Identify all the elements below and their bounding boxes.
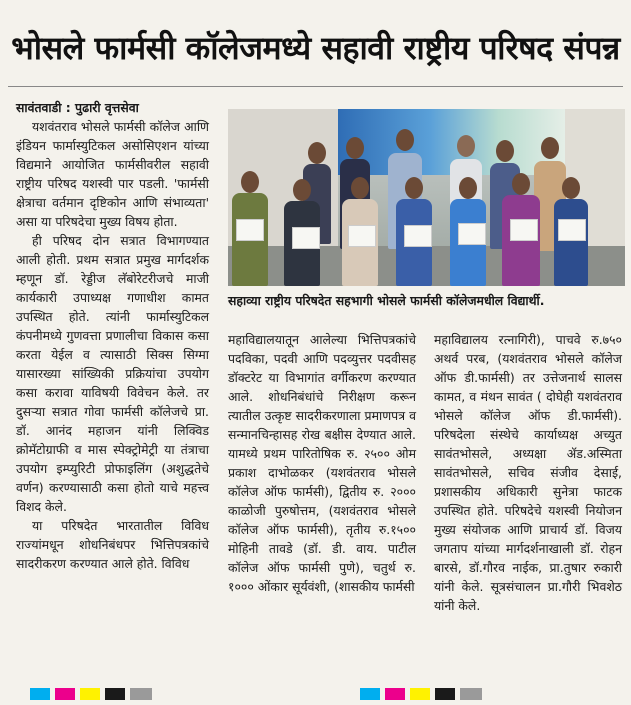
color-swatch-black (105, 688, 125, 700)
photo-head (293, 179, 311, 201)
photo-certificate (510, 219, 538, 241)
photo-certificate (348, 225, 376, 247)
photo-head (351, 177, 369, 199)
photo-head (346, 137, 364, 159)
photo-caption: सहाव्या राष्ट्रीय परिषदेत सहभागी भोसले फार्मसी कॉलेजमधील विद्यार्थी. (228, 293, 545, 308)
col1-para-3: या परिषदेत भारतातील विविध राज्यांमधून शोधनिबंधपर भित्तिपत्रकांचे सादरीकरण करण्यात आले होते. विविध (16, 518, 209, 571)
headline: भोसले फार्मसी कॉलेजमध्ये सहावी राष्ट्रीय परिषद संपन्न (11, 29, 620, 67)
photo-head (512, 173, 530, 195)
photo-head (562, 177, 580, 199)
color-swatch-grey (460, 688, 482, 700)
photo-certificate (236, 219, 264, 241)
color-swatch-yellow (80, 688, 100, 700)
photo-head (396, 129, 414, 151)
photo-head (459, 177, 477, 199)
photo-head (308, 142, 326, 164)
col2-para-1: महाविद्यालयातून आलेल्या भित्तिपत्रकांचे पदविका, पदवी आणि पदव्युत्तर पदवीसह डॉक्टरेट या विभागांत वर्गीकरण करण्यात आले. शोधनिबंधांचे निरीक्षण करून त्यातील उत्कृष्ट सादरीकरणाला प्रमाणपत्र व सन्मानचिन्हासह रोख बक्षीस देण्यात आले. यामध्ये प्रथम पारितोषिक रु. २५०० ओम प्रकाश दाभोळकर (यशवंतराव भोसले कॉलेज ऑफ फार्मसी), द्वितीय रु. २००० काळोजी पुरुषोत्तम, (यशवंतराव भोसले कॉलेज ऑफ फार्मसी), तृतीय रु.१५०० मोहिनी तावडे (डॉ. डी. वाय. पाटील कॉलेज ऑफ फार्मसी पुणे), चतुर्थ रु. १००० ओंकार सूर्यवंशी, (शासकीय फार्मसी (228, 332, 416, 594)
column-2 (228, 330, 416, 596)
column-1 (16, 98, 209, 573)
color-swatch-grey (130, 688, 152, 700)
color-swatch-magenta (385, 688, 405, 700)
dateline: सावंतवाडी : पुढारी वृत्तसेवा (16, 100, 139, 115)
col1-para-1: यशवंतराव भोसले फार्मसी कॉलेज आणि इंडियन फार्मास्युटिकल असोसिएशन यांच्या विद्यमाने आयोजित फार्मसीवरील सहावी राष्ट्रीय परिषद यशस्वी पार पडली. 'फार्मसी क्षेत्राचा वर्तमान दृष्टिकोन आणि संभाव्यता' असा या परिषदेचा मुख्य विषय होता. (16, 119, 209, 229)
color-swatch-black (435, 688, 455, 700)
photo-head (541, 137, 559, 159)
column-3 (434, 330, 622, 615)
photo-certificate (404, 225, 432, 247)
photo-certificate (458, 223, 486, 245)
color-swatch-yellow (410, 688, 430, 700)
color-swatch-magenta (55, 688, 75, 700)
photo-certificate (558, 219, 586, 241)
photo-head (457, 135, 475, 157)
photo-person (554, 199, 588, 286)
col1-para-2: ही परिषद दोन सत्रात विभागण्यात आली होती. प्रथम सत्रात प्रमुख मार्गदर्शक म्हणून डॉ. रेड्डीज लॅबोरेटरीजचे माजी कार्यकारी उपाध्यक्ष गणाधीश कामत उपस्थित होते. त्यांनी फार्मास्युटिकल कंपनीमध्ये गुणवत्ता प्रणालीचा विकास कसा करता येईल व त्यासाठी सिक्स सिग्मा यासारख्या सांख्यिकी प्रक्रियांचा उपयोग कसा करावा याविषयी विवेचन केले. तर दुसऱ्या सत्रात गोवा फार्मसी कॉलेजचे प्रा. डॉ. आनंद महाजन यांनी लिक्विड क्रोमॅटोग्राफी व मास स्पेक्ट्रोमेट्री या तंत्राचा उपयोग इम्प्युरिटी प्रोफाइलिंग (अशुद्धतेचे वर्णन) करण्यासाठी कसा होतो याचे महत्त्व विशद केले. (16, 233, 209, 514)
photo-head (241, 171, 259, 193)
color-swatch-cyan (30, 688, 50, 700)
photo-certificate (292, 227, 320, 249)
headline-rule (8, 86, 623, 87)
photo-head (496, 140, 514, 162)
col3-para-1: महाविद्यालय रत्नागिरी), पाचवे रु.७५० अथर्व परब, (यशवंतराव भोसले कॉलेज ऑफ डी.फार्मसी) तर उत्तेजनार्थ सालस कामत, व मंथन सावंत ( दोघेही यशवंतराव भोसले कॉलेज ऑफ डी.फार्मसी). परिषदेला संस्थेचे कार्याध्यक्ष अच्युत सावंतभोसले, अध्यक्षा ॲड.अस्मिता सावंतभोसले, सचिव संजीव देसाई, प्रशासकीय अधिकारी सुनेत्रा फाटक उपस्थित होते. परिषदेचे यशस्वी नियोजन मुख्य संयोजक आणि प्राचार्य डॉ. विजय जगताप यांच्या मार्गदर्शनाखाली डॉ. रोहन बारसे, डॉ.गौरव नाईक, प्रा.तुषार रुकारी यांनी केले. सूत्रसंचालन प्रा.गौरी भिवशेठ यांनी केले. (434, 332, 622, 613)
color-swatch-cyan (360, 688, 380, 700)
group-photo (228, 109, 625, 286)
photo-head (405, 177, 423, 199)
